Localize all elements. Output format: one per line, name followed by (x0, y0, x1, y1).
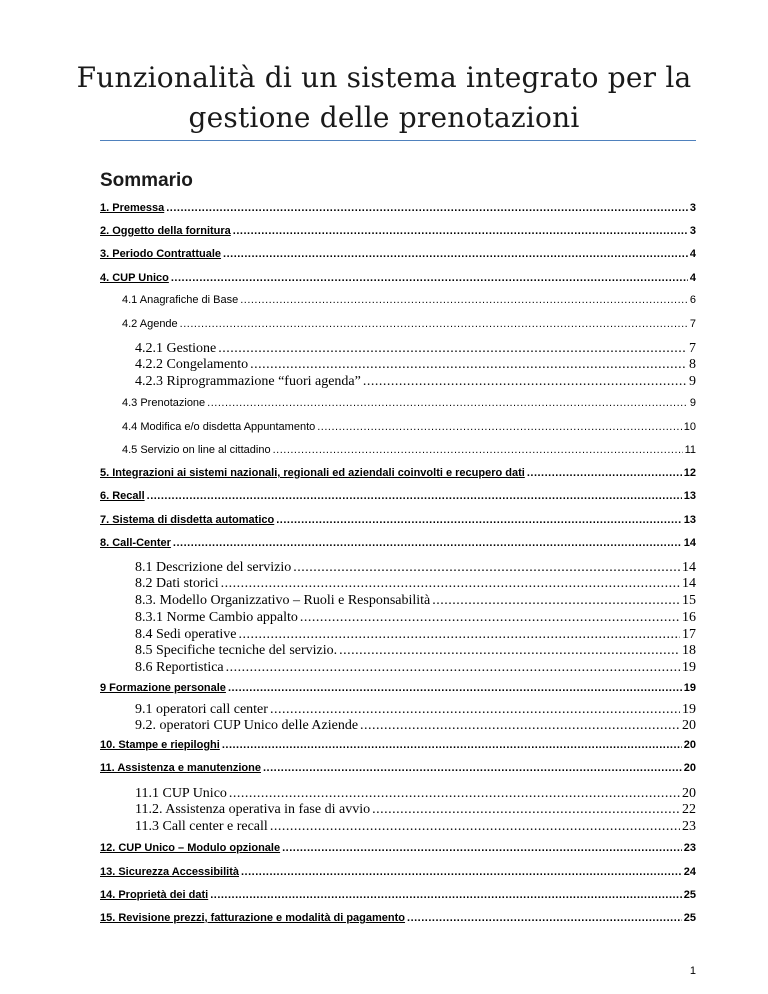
dot-leader (273, 444, 683, 456)
toc-entry-page: 25 (683, 889, 696, 901)
dot-leader (218, 341, 687, 357)
toc-entry-title: 15. Revisione prezzi, fatturazione e modalità di pagamento (100, 912, 406, 924)
page-number: 1 (689, 965, 696, 977)
toc-entry-title: 4.2 Agende (122, 318, 178, 330)
toc-entry-title: 3. Periodo Contrattuale (100, 248, 222, 260)
toc-entry[interactable] (122, 397, 696, 409)
dot-leader (372, 802, 680, 818)
toc-entry-page: 7 (689, 341, 696, 356)
toc-entry-page: 14 (682, 576, 696, 591)
dot-leader (210, 889, 682, 901)
toc-entry[interactable] (122, 444, 696, 456)
toc-entry[interactable] (122, 421, 696, 433)
toc-entry-page: 15 (682, 593, 696, 608)
dot-leader (223, 248, 688, 260)
toc-entry-title: 8.4 Sedi operative (135, 627, 237, 642)
toc-entry-page: 11 (684, 444, 696, 456)
toc-entry-title: 1. Premessa (100, 202, 165, 214)
document-title (60, 58, 708, 138)
toc-entry-page: 19 (682, 660, 696, 675)
toc-entry[interactable] (135, 357, 696, 373)
toc-entry-title: 12. CUP Unico – Modulo opzionale (100, 842, 281, 854)
toc-entry[interactable] (135, 374, 696, 390)
toc-entry-page: 3 (689, 202, 696, 214)
toc-entry-page: 18 (682, 643, 696, 658)
toc-entry-title: 8. Call-Center (100, 537, 171, 549)
toc-entry[interactable] (135, 802, 696, 818)
dot-leader (276, 514, 682, 526)
toc-entry-title: 8.3. Modello Organizzativo – Ruoli e Responsabilità (135, 593, 431, 608)
toc-entry-page: 20 (682, 786, 696, 801)
toc-entry-page: 23 (683, 842, 696, 854)
toc-entry-title: 9 Formazione personale (100, 682, 226, 694)
toc-entry-title: 4.1 Anagrafiche di Base (122, 294, 239, 306)
dot-leader (300, 610, 680, 626)
toc-entry-title: 8.2 Dati storici (135, 576, 219, 591)
dot-leader (166, 202, 688, 214)
toc-entry-title: 8.5 Specifiche tecniche del servizio. (135, 643, 338, 658)
dot-leader (240, 294, 688, 306)
dot-leader (180, 318, 688, 330)
dot-leader (233, 225, 688, 237)
dot-leader (228, 682, 682, 694)
dot-leader (293, 560, 680, 576)
title-line-2: gestione delle prenotazioni (188, 101, 580, 134)
dot-leader (282, 842, 682, 854)
toc-entry-title: 7. Sistema di disdetta automatico (100, 514, 275, 526)
toc-entry[interactable] (135, 593, 696, 609)
toc-entry-page: 7 (689, 318, 696, 330)
toc-entry[interactable] (100, 225, 696, 237)
toc-entry-page: 22 (682, 802, 696, 817)
toc-entry[interactable] (135, 627, 696, 643)
dot-leader (317, 421, 682, 433)
toc-entry-title: 14. Proprietà dei dati (100, 889, 209, 901)
toc-entry-title: 5. Integrazioni ai sistemi nazionali, regionali ed aziendali coinvolti e recupero dati (100, 467, 525, 479)
toc-entry-page: 9 (689, 397, 696, 409)
toc-entry-page: 13 (683, 490, 696, 502)
toc-entry-page: 19 (682, 702, 696, 717)
toc-entry-title: 4.4 Modifica e/o disdetta Appuntamento (122, 421, 316, 433)
toc-entry-page: 23 (682, 819, 696, 834)
dot-leader (527, 467, 682, 479)
toc-entry[interactable] (100, 537, 696, 549)
dot-leader (221, 576, 680, 592)
toc-entry-title: 13. Sicurezza Accessibilità (100, 866, 239, 878)
dot-leader (407, 912, 682, 924)
toc-entry[interactable] (135, 660, 696, 676)
toc-entry-title: 4.3 Prenotazione (122, 397, 206, 409)
toc-entry[interactable] (122, 294, 696, 306)
toc-entry-title: 4. CUP Unico (100, 272, 169, 284)
toc-entry[interactable] (135, 610, 696, 626)
toc-entry[interactable] (135, 786, 696, 802)
toc-entry[interactable] (100, 272, 696, 284)
toc-entry[interactable] (100, 866, 696, 878)
toc-entry[interactable] (100, 739, 696, 751)
dot-leader (270, 702, 680, 718)
dot-leader (339, 643, 680, 659)
dot-leader (432, 593, 680, 609)
toc-entry-title: 4.5 Servizio on line al cittadino (122, 444, 271, 456)
dot-leader (226, 660, 680, 676)
toc-entry[interactable] (100, 202, 696, 214)
toc-entry[interactable] (135, 718, 696, 734)
toc-entry[interactable] (100, 467, 696, 479)
dot-leader (173, 537, 682, 549)
dot-leader (270, 819, 680, 835)
toc-entry-title: 6. Recall (100, 490, 145, 502)
toc-entry[interactable] (100, 514, 696, 526)
toc-entry[interactable] (135, 560, 696, 576)
dot-leader (363, 374, 687, 390)
toc-entry-page: 14 (682, 560, 696, 575)
dot-leader (207, 397, 688, 409)
toc-entry[interactable] (135, 643, 696, 659)
toc-entry-title: 4.2.3 Riprogrammazione “fuori agenda” (135, 374, 361, 389)
toc-entry-page: 14 (683, 537, 696, 549)
dot-leader (229, 786, 680, 802)
toc-entry-title: 8.6 Reportistica (135, 660, 224, 675)
title-underline (100, 140, 696, 141)
toc-entry[interactable] (100, 889, 696, 901)
title-line-1: Funzionalità di un sistema integrato per la (76, 61, 692, 94)
dot-leader (147, 490, 682, 502)
dot-leader (222, 739, 682, 751)
dot-leader (241, 866, 682, 878)
toc-entry-page: 3 (689, 225, 696, 237)
toc-entry-page: 20 (682, 718, 696, 733)
toc-entry[interactable] (135, 702, 696, 718)
toc-entry-title: 11. Assistenza e manutenzione (100, 762, 261, 774)
toc-entry[interactable] (100, 912, 696, 924)
toc-entry-title: 4.2.2 Congelamento (135, 357, 249, 372)
toc-entry-title: 2. Oggetto della fornitura (100, 225, 231, 237)
toc-entry-title: 9.2. operatori CUP Unico delle Aziende (135, 718, 359, 733)
toc-entry-page: 13 (683, 514, 696, 526)
toc-entry[interactable] (100, 762, 696, 774)
toc-entry[interactable] (135, 576, 696, 592)
toc-entry-page: 8 (689, 357, 696, 372)
toc-entry[interactable] (100, 842, 696, 854)
toc-entry-page: 20 (683, 762, 696, 774)
toc-entry-page: 4 (689, 272, 696, 284)
toc-heading: Sommario (100, 170, 193, 191)
toc-entry-title: 11.2. Assistenza operativa in fase di avvio (135, 802, 371, 817)
dot-leader (250, 357, 687, 373)
toc-entry-title: 11.3 Call center e recall (135, 819, 268, 834)
toc-entry-title: 8.3.1 Norme Cambio appalto (135, 610, 298, 625)
toc-entry-page: 25 (683, 912, 696, 924)
toc-entry-title: 8.1 Descrizione del servizio (135, 560, 292, 575)
toc-entry[interactable] (135, 819, 696, 835)
toc-entry-page: 24 (683, 866, 696, 878)
toc-entry-title: 9.1 operatori call center (135, 702, 268, 717)
toc-entry-title: 4.2.1 Gestione (135, 341, 217, 356)
dot-leader (263, 762, 682, 774)
toc-entry[interactable] (100, 490, 696, 502)
toc-entry-page: 20 (683, 739, 696, 751)
dot-leader (360, 718, 680, 734)
toc-entry-page: 19 (683, 682, 696, 694)
toc-entry[interactable] (100, 248, 696, 260)
toc-entry-title: 11.1 CUP Unico (135, 786, 227, 801)
dot-leader (238, 627, 680, 643)
toc-entry-page: 10 (683, 421, 696, 433)
toc-entry[interactable] (122, 318, 696, 330)
toc-entry-page: 4 (689, 248, 696, 260)
toc-entry-page: 12 (683, 467, 696, 479)
dot-leader (171, 272, 688, 284)
toc-entry[interactable] (100, 682, 696, 694)
toc-entry-page: 17 (682, 627, 696, 642)
toc-entry-page: 6 (689, 294, 696, 306)
toc-entry-title: 10. Stampe e riepiloghi (100, 739, 220, 751)
toc-entry-page: 9 (689, 374, 696, 389)
toc-entry-page: 16 (682, 610, 696, 625)
toc-entry[interactable] (135, 341, 696, 357)
